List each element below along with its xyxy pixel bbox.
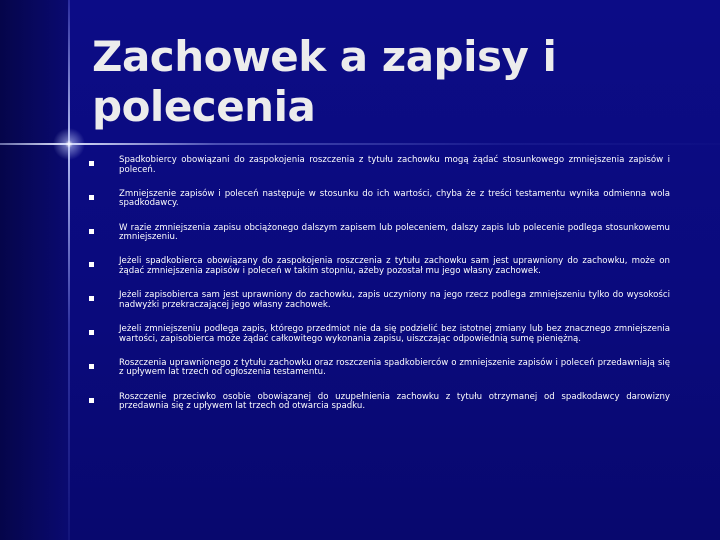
bullet-square-icon bbox=[89, 296, 94, 301]
bullet-item bbox=[86, 257, 670, 291]
left-band-decoration bbox=[0, 0, 68, 540]
bullet-text: Roszczenie przeciwko osobie obowiązanej do uzupełnienia zachowku z tytułu otrzymanej od spadkodawcy darowizny przedawnia się z upływem lat trzech od otwarcia spadku. bbox=[119, 391, 670, 412]
bullet-text: Roszczenia uprawnionego z tytułu zachowku oraz roszczenia spadkobierców o zmniejszenie zapisów i poleceń przedawniają się z upływem lat trzech od ogłoszenia testamentu. bbox=[119, 357, 670, 378]
bullet-item bbox=[86, 190, 670, 224]
bullet-square-icon bbox=[89, 161, 94, 166]
slide-title bbox=[92, 32, 692, 132]
bullet-text: Jeżeli zmniejszeniu podlega zapis, którego przedmiot nie da się podzielić bez istotnej zmiany lub bez znacznego zmniejszenia wartości, zapisobierca może żądać całkowitego wykonania zapisu, uiszczając odpowiednią sumę pieniężną. bbox=[119, 323, 670, 344]
bullet-item bbox=[86, 156, 670, 190]
slide-title-line-1: Zachowek a zapisy i bbox=[92, 32, 557, 81]
bullet-text: Zmniejszenie zapisów i poleceń następuje w stosunku do ich wartości, chyba że z treści testamentu wynika odmienna wola spadkodawcy. bbox=[119, 188, 670, 209]
bullet-text: Jeżeli spadkobierca obowiązany do zaspokojenia roszczenia z tytułu zachowku sam jest uprawniony do zachowku, może on żądać zmniejszenia zapisów i poleceń w takim stopniu, ażeby pozostał mu jego własny zachowek. bbox=[119, 256, 670, 276]
bullet-list bbox=[86, 156, 670, 426]
bullet-square-icon bbox=[89, 398, 94, 403]
bullet-text: Jeżeli zapisobierca sam jest uprawniony do zachowku, zapis uczyniony na jego rzecz podlega zmniejszeniu tylko do wysokości nadwyżki przekraczającej jego własny zachowek. bbox=[119, 290, 670, 310]
bullet-item bbox=[86, 393, 670, 427]
bullet-item bbox=[86, 325, 670, 359]
slide-title-line-2: polecenia bbox=[92, 82, 316, 131]
star-glow-icon bbox=[52, 127, 86, 161]
bullet-square-icon bbox=[89, 262, 94, 267]
vertical-line-decoration bbox=[68, 0, 70, 540]
bullet-text: W razie zmniejszenia zapisu obciążonego dalszym zapisem lub poleceniem, dalszy zapis lub polecenie podlega stosunkowemu zmniejszeniu. bbox=[119, 222, 670, 243]
bullet-square-icon bbox=[89, 229, 94, 234]
bullet-square-icon bbox=[89, 364, 94, 369]
horizontal-line-decoration bbox=[0, 143, 720, 145]
bullet-text: Spadkobiercy obowiązani do zaspokojenia roszczenia z tytułu zachowku mogą żądać stosunkowego zmniejszenia zapisów i poleceń. bbox=[119, 155, 670, 175]
bullet-item bbox=[86, 359, 670, 393]
bullet-square-icon bbox=[89, 195, 94, 200]
bullet-item bbox=[86, 224, 670, 258]
bullet-item bbox=[86, 291, 670, 325]
bullet-square-icon bbox=[89, 330, 94, 335]
